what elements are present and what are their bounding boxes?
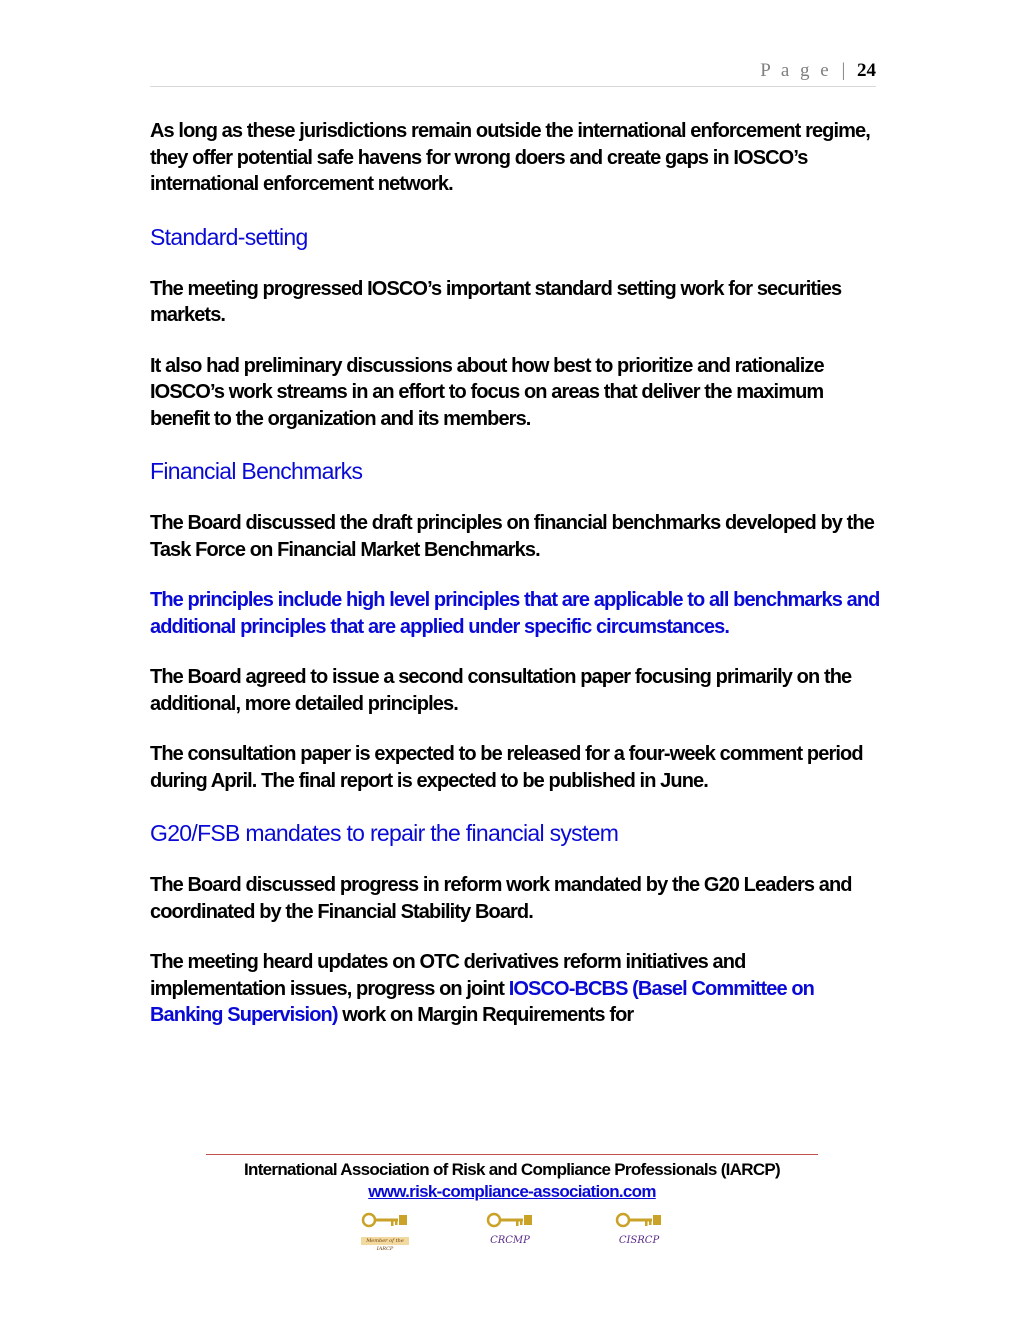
logo-caption: Member of the IARCP bbox=[361, 1237, 409, 1245]
paragraph-consultation-timeline: The consultation paper is expected to be released for a four-week comment period during April. The final report is expected to be published in June. bbox=[150, 743, 863, 792]
footer-website-link[interactable]: www.risk-compliance-association.com bbox=[368, 1182, 656, 1201]
paragraph-principles-highlight: The principles include high level principles that are applicable to all benchmarks and additional principles that are applied under specific circumstances. bbox=[150, 589, 880, 638]
page-footer bbox=[0, 1154, 1024, 1251]
iosco-bcbs-link[interactable]: IOSCO-BCBS (Basel Committee on Banking Supervision) bbox=[150, 977, 815, 1026]
heading-standard-setting: Standard-setting bbox=[150, 223, 308, 250]
heading-g20-fsb-mandates: G20/FSB mandates to repair the financial system bbox=[150, 820, 619, 846]
document-body bbox=[150, 118, 880, 1053]
key-icon bbox=[361, 1211, 409, 1237]
paragraph-enforcement-gaps: As long as these jurisdictions remain outside the international enforcement regime, they offer potential safe havens for wrong doers and create gaps in IOSCO’s international enforcement network. bbox=[150, 120, 870, 195]
otc-text-end: work on Margin Requirements for bbox=[337, 1004, 634, 1026]
otc-text-start: The meeting heard updates on OTC derivatives reform initiatives and implementation issues, progress on joint bbox=[150, 951, 746, 1000]
heading-financial-benchmarks: Financial Benchmarks bbox=[150, 458, 363, 484]
key-icon bbox=[486, 1211, 534, 1237]
paragraph-otc-derivatives bbox=[150, 949, 880, 1029]
page-label: P a g e bbox=[760, 60, 832, 81]
member-logo bbox=[361, 1211, 409, 1252]
logo-caption: CRCMP bbox=[490, 1235, 530, 1246]
paragraph-draft-principles: The Board discussed the draft principles on financial benchmarks developed by the Task Force on Financial Market Benchmarks. bbox=[150, 512, 874, 561]
footer-divider bbox=[206, 1154, 818, 1155]
crcmp-logo bbox=[486, 1211, 534, 1247]
paragraph-second-consultation: The Board agreed to issue a second consultation paper focusing primarily on the additional, more detailed principles. bbox=[150, 666, 852, 715]
logo-caption: CISRCP bbox=[618, 1235, 660, 1246]
certification-logos bbox=[0, 1211, 1024, 1251]
paragraph-prioritize-work-streams: It also had preliminary discussions about how best to prioritize and rationalize IOSCO’s work streams in an effort to focus on areas that deliver the maximum benefit to the organization and its members. bbox=[150, 354, 824, 430]
cisrcp-logo bbox=[615, 1211, 663, 1247]
paragraph-g20-reform-progress: The Board discussed progress in reform work mandated by the G20 Leaders and coordinated by the Financial Stability Board. bbox=[150, 874, 852, 923]
page-header bbox=[150, 58, 876, 87]
footer-organization: International Association of Risk and Compliance Professionals (IARCP) bbox=[243, 1160, 781, 1179]
page-number bbox=[760, 60, 876, 82]
key-icon bbox=[615, 1211, 663, 1237]
page-number-value: 24 bbox=[857, 60, 876, 81]
page-separator: | bbox=[841, 60, 846, 81]
paragraph-standard-setting-work: The meeting progressed IOSCO’s important standard setting work for securities markets. bbox=[150, 277, 842, 326]
